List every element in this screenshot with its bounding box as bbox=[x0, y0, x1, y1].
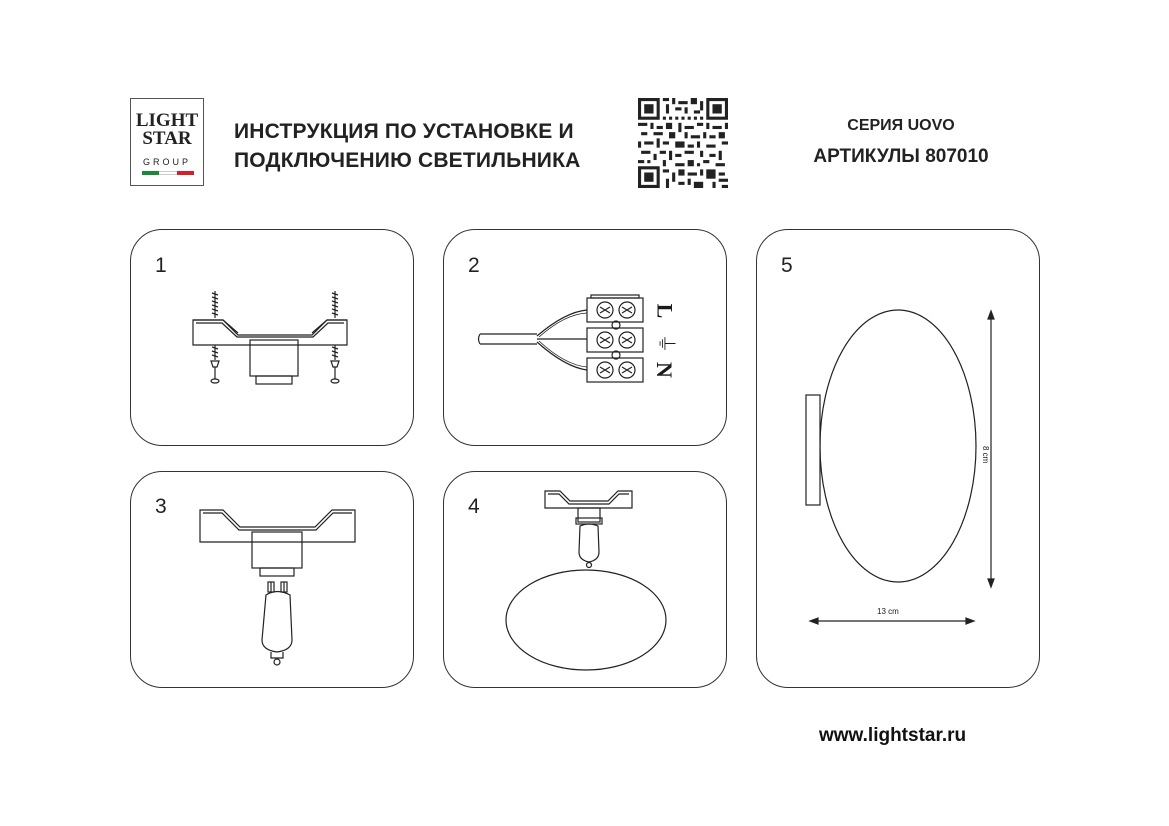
mounting-bracket-with-screws-illustration bbox=[180, 285, 380, 395]
step-4-number: 4 bbox=[468, 495, 480, 518]
qr-code-icon bbox=[638, 98, 728, 188]
website-link[interactable]: www.lightstar.ru bbox=[819, 725, 967, 746]
height-dimension-label: 8 cm bbox=[981, 446, 990, 464]
width-dimension-label: 13 cm bbox=[877, 607, 899, 616]
italian-flag-stripe bbox=[142, 171, 194, 175]
wiring-terminal-block-illustration bbox=[475, 292, 678, 387]
article-number: АРТИКУЛЫ 807010 bbox=[813, 146, 989, 167]
title-line-1: ИНСТРУКЦИЯ ПО УСТАНОВКЕ И bbox=[234, 120, 574, 143]
flag-red bbox=[177, 171, 194, 175]
brand-logo bbox=[130, 98, 204, 186]
title-line-2: ПОДКЛЮЧЕНИЮ СВЕТИЛЬНИКА bbox=[234, 149, 581, 172]
step-3-number: 3 bbox=[155, 495, 167, 518]
step-5-number: 5 bbox=[781, 254, 793, 277]
left-top-screw bbox=[211, 291, 219, 383]
step-2-number: 2 bbox=[468, 254, 480, 277]
logo-star-text: STAR bbox=[142, 128, 192, 149]
logo-group-text: GROUP bbox=[142, 157, 191, 167]
page-title bbox=[234, 117, 581, 175]
terminal-label-n: N bbox=[651, 362, 677, 378]
logo-light-text: LIGHT bbox=[135, 110, 199, 131]
bracket-and-bulb-illustration bbox=[180, 500, 380, 675]
flag-white bbox=[159, 171, 176, 175]
terminal-label-ground: ⏚ bbox=[654, 333, 677, 354]
terminal-label-l: L bbox=[652, 303, 678, 319]
step-1-number: 1 bbox=[155, 254, 167, 277]
glass-shade-assembly-illustration bbox=[500, 488, 680, 678]
series-label: СЕРИЯ UOVO bbox=[847, 117, 955, 134]
flag-green bbox=[142, 171, 159, 175]
dimension-drawing-illustration bbox=[800, 305, 1010, 635]
